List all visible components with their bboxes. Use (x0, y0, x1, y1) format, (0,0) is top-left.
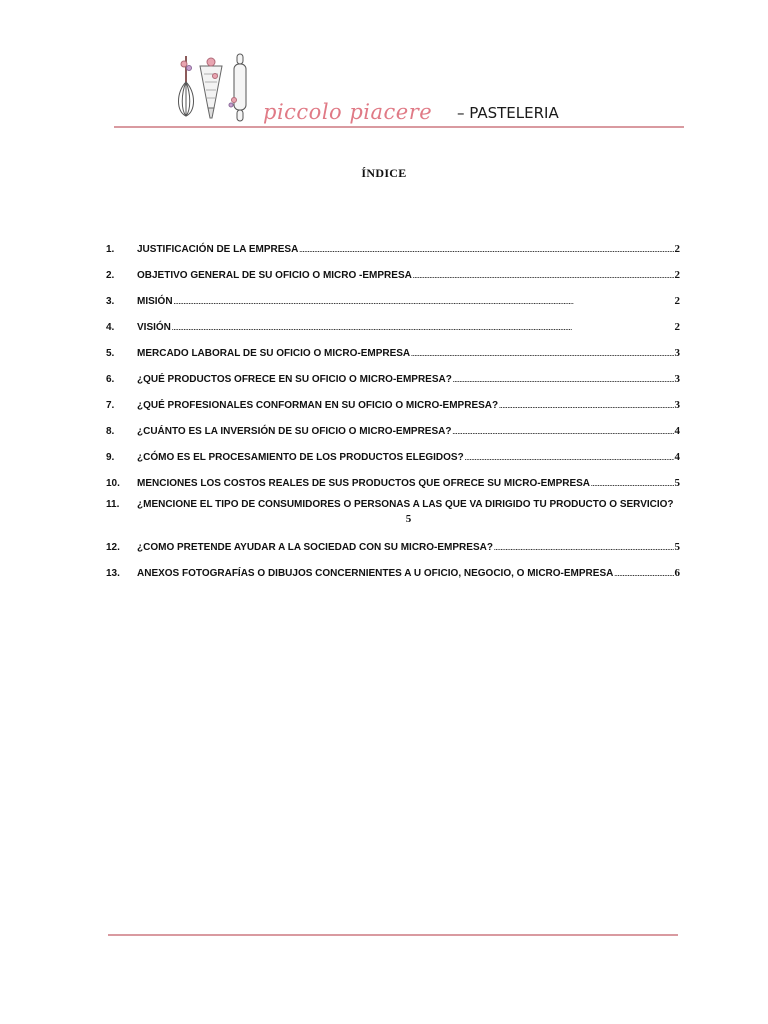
toc-label: VISIÓN (137, 322, 171, 333)
toc-leader (614, 572, 673, 578)
toc-entry-5[interactable] (106, 347, 680, 373)
toc-entry-2[interactable] (106, 269, 680, 295)
toc-number: 12. (106, 542, 120, 553)
toc-number: 4. (106, 322, 115, 333)
toc-number: 1. (106, 244, 115, 255)
toc-label: ¿MENCIONE EL TIPO DE CONSUMIDORES O PERSONAS A LAS QUE VA DIRIGIDO TU PRODUCTO O SERVICIO? (137, 499, 674, 510)
toc-leader (413, 274, 674, 280)
toc-number: 10. (106, 478, 120, 489)
toc-page-number: 5 (405, 513, 412, 525)
toc-label: MERCADO LABORAL DE SU OFICIO O MICRO-EMPRESA (137, 348, 411, 359)
toc-page-number: 2 (674, 321, 680, 333)
toc-number: 2. (106, 270, 115, 281)
toc-entry-3[interactable] (106, 295, 680, 321)
toc-page-number: 4 (674, 451, 680, 463)
toc-number: 6. (106, 374, 115, 385)
toc-leader (452, 430, 673, 436)
toc-number: 8. (106, 426, 115, 437)
toc-page-number: 5 (674, 477, 680, 489)
piping-bag-icon (200, 58, 222, 118)
toc-label: ¿CUÁNTO ES LA INVERSIÓN DE SU OFICIO O MICRO-EMPRESA? (137, 426, 452, 437)
toc-page-number: 4 (674, 425, 680, 437)
toc-page-number: 3 (674, 399, 680, 411)
toc-entry-7[interactable] (106, 399, 680, 425)
toc-page-number: 2 (674, 269, 680, 281)
toc-page-number: 5 (674, 541, 680, 553)
toc-entry-12[interactable] (106, 541, 680, 567)
toc-label: ANEXOS FOTOGRAFÍAS O DIBUJOS CONCERNIENTES A U OFICIO, NEGOCIO, O MICRO-EMPRESA (137, 568, 614, 579)
footer-divider (108, 934, 678, 936)
brand-name: piccolo piacere (263, 100, 433, 124)
toc-leader (172, 326, 674, 332)
toc-number: 13. (106, 568, 120, 579)
toc-leader (453, 378, 674, 384)
toc-label: ¿QUÉ PRODUCTOS OFRECE EN SU OFICIO O MICRO-EMPRESA? (137, 374, 452, 385)
toc-page-number: 3 (674, 347, 680, 359)
toc-page-number: 6 (674, 567, 680, 579)
toc-entry-1[interactable] (106, 243, 680, 269)
toc-leader (465, 456, 674, 462)
toc-number: 5. (106, 348, 115, 359)
toc-number: 3. (106, 296, 115, 307)
toc-entry-4[interactable] (106, 321, 680, 347)
header-divider (114, 126, 684, 128)
toc-entry-10[interactable] (106, 477, 680, 499)
toc-leader (499, 404, 673, 410)
toc-label: OBJETIVO GENERAL DE SU OFICIO O MICRO -EMPRESA (137, 270, 412, 281)
toc-page-number: 2 (674, 295, 680, 307)
toc-leader (299, 248, 673, 254)
rolling-pin-icon (229, 54, 246, 121)
toc-label: JUSTIFICACIÓN DE LA EMPRESA (137, 244, 299, 255)
toc-number: 9. (106, 452, 115, 463)
toc-entry-6[interactable] (106, 373, 680, 399)
toc-leader (411, 352, 673, 358)
toc-leader (174, 300, 674, 306)
toc-number: 11. (106, 499, 120, 510)
toc-label: ¿COMO PRETENDE AYUDAR A LA SOCIEDAD CON SU MICRO-EMPRESA? (137, 542, 493, 553)
toc-leader (591, 482, 673, 488)
toc-number: 7. (106, 400, 115, 411)
toc-label: ¿QUÉ PROFESIONALES CONFORMAN EN SU OFICIO O MICRO-EMPRESA? (137, 400, 499, 411)
toc-label: ¿CÓMO ES EL PROCESAMIENTO DE LOS PRODUCTOS ELEGIDOS? (137, 452, 464, 463)
bakery-tools-logo (170, 52, 254, 124)
table-of-contents (106, 243, 680, 593)
page-title: ÍNDICE (361, 166, 407, 180)
whisk-icon (179, 56, 194, 116)
toc-entry-8[interactable] (106, 425, 680, 451)
toc-page-number: 2 (674, 243, 680, 255)
toc-entry-11[interactable] (106, 499, 680, 541)
toc-entry-13[interactable] (106, 567, 680, 593)
toc-label: MISIÓN (137, 296, 173, 307)
toc-entry-9[interactable] (106, 451, 680, 477)
brand-suffix: – PASTELERIA (457, 104, 559, 122)
toc-page-number: 3 (674, 373, 680, 385)
toc-label: MENCIONES LOS COSTOS REALES DE SUS PRODUCTOS QUE OFRECE SU MICRO-EMPRESA (137, 478, 591, 489)
toc-leader (494, 546, 674, 552)
